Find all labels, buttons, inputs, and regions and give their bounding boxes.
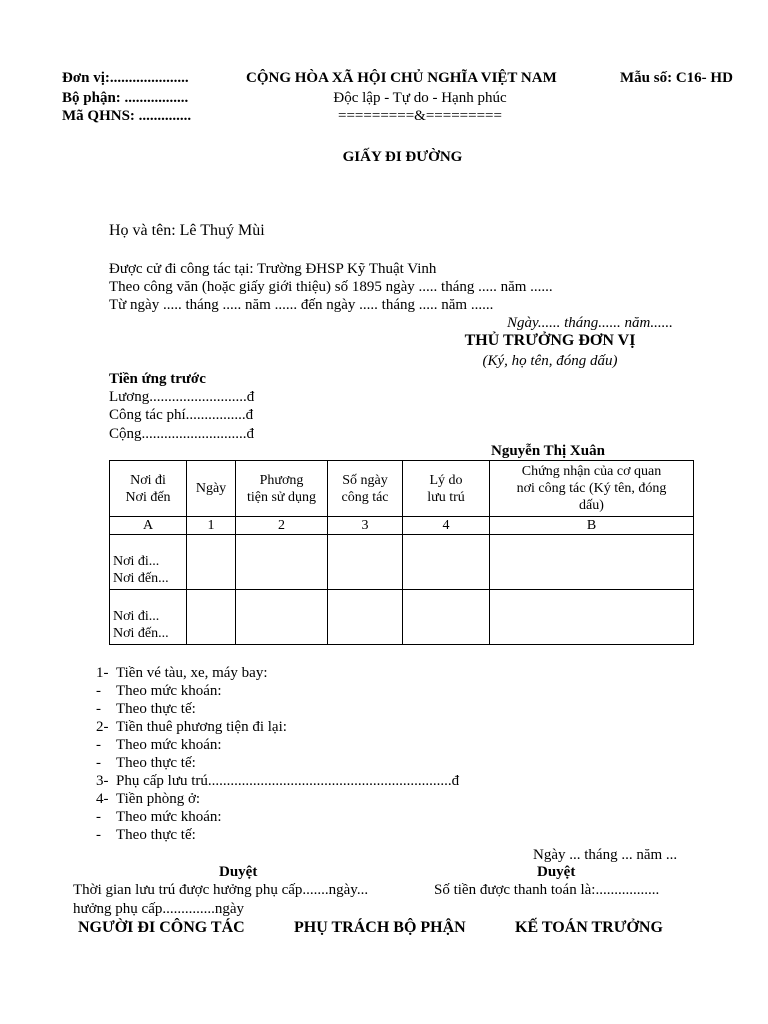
head-sign-title: THỦ TRƯỞNG ĐƠN VỊ xyxy=(464,332,636,349)
reason-cell[interactable] xyxy=(403,535,490,590)
cost-item xyxy=(96,790,459,808)
approved-right: Duyệt xyxy=(537,864,576,880)
cost-text: Tiền vé tàu, xe, máy bay: xyxy=(116,665,268,681)
cost-text: Theo thực tế: xyxy=(116,701,196,717)
cost-marker: - xyxy=(96,737,101,753)
period-line: Từ ngày ..... tháng ..... năm ...... đến ngày ..... tháng ..... năm ...... xyxy=(109,297,494,313)
stay-time-line: Thời gian lưu trú được hưởng phụ cấp.......ngày... xyxy=(73,882,369,898)
name-line: Họ và tên: Lê Thuý Mùi xyxy=(109,222,265,239)
code-cell: 1 xyxy=(187,517,236,535)
cost-marker: 1- xyxy=(96,665,109,681)
advance-total: Cộng............................đ xyxy=(109,426,255,442)
transport-cell[interactable] xyxy=(236,590,328,645)
sign-accountant: KẾ TOÁN TRƯỞNG xyxy=(515,919,663,936)
header-cell-reason: Lý do lưu trú xyxy=(403,461,490,517)
cost-item xyxy=(96,826,459,844)
advance-salary: Lương..........................đ xyxy=(109,389,255,405)
advance-fee: Công tác phí................đ xyxy=(109,407,254,423)
stay-days-line: hưởng phụ cấp..............ngày xyxy=(73,901,245,917)
department-label: Bộ phận: ................. xyxy=(62,90,189,106)
certification-cell[interactable] xyxy=(490,535,694,590)
table-row xyxy=(110,535,694,590)
cost-text: Theo thực tế: xyxy=(116,755,196,771)
sign-department: PHỤ TRÁCH BỘ PHẬN xyxy=(294,919,466,936)
date-cell[interactable] xyxy=(187,590,236,645)
cost-item xyxy=(96,736,459,754)
cost-item xyxy=(96,772,459,790)
amount-line: Số tiền được thanh toán là:................. xyxy=(434,882,660,898)
cost-text: Theo mức khoán: xyxy=(116,809,222,825)
code-cell: B xyxy=(490,517,694,535)
unit-label: Đơn vị:..................... xyxy=(62,70,189,86)
table-code-row xyxy=(110,517,694,535)
days-cell[interactable] xyxy=(328,535,403,590)
travel-table xyxy=(109,460,694,645)
places-cell xyxy=(110,590,187,645)
approved-left: Duyệt xyxy=(219,864,258,880)
from-text: Nơi đi... xyxy=(113,554,160,569)
page-title: GIẤY ĐI ĐƯỜNG xyxy=(342,149,463,165)
motto-divider: =========&========= xyxy=(338,108,502,124)
cost-marker: - xyxy=(96,683,101,699)
cost-list xyxy=(96,664,459,844)
cost-item xyxy=(96,682,459,700)
cost-item xyxy=(96,754,459,772)
country-heading: CỘNG HÒA XÃ HỘI CHỦ NGHĨA VIỆT NAM xyxy=(246,70,557,86)
days-cell[interactable] xyxy=(328,590,403,645)
date-cell[interactable] xyxy=(187,535,236,590)
header-cell-date: Ngày xyxy=(187,461,236,517)
to-text: Nơi đến... xyxy=(113,626,169,641)
cost-text: Theo thực tế: xyxy=(116,827,196,843)
code-cell: A xyxy=(110,517,187,535)
cost-item xyxy=(96,664,459,682)
head-sign-date: Ngày...... tháng...... năm...... xyxy=(507,315,673,331)
cost-text: Theo mức khoán: xyxy=(116,737,222,753)
transport-cell[interactable] xyxy=(236,535,328,590)
sent-to-line: Được cử đi công tác tại: Trường ĐHSP Kỹ Thuật Vinh xyxy=(109,261,437,277)
dispatch-line: Theo công văn (hoặc giấy giới thiệu) số 1895 ngày ..... tháng ..... năm ...... xyxy=(109,279,553,295)
header-cell-certification: Chứng nhận của cơ quan nơi công tác (Ký tên, đóng dấu) xyxy=(490,461,694,517)
motto: Độc lập - Tự do - Hạnh phúc xyxy=(333,90,507,106)
cost-marker: - xyxy=(96,827,101,843)
table-header-row xyxy=(110,461,694,517)
cost-text: Phụ cấp lưu trú.................................................................đ xyxy=(116,773,460,789)
code-cell: 4 xyxy=(403,517,490,535)
header-cell-days: Số ngày công tác xyxy=(328,461,403,517)
certification-cell[interactable] xyxy=(490,590,694,645)
cost-item xyxy=(96,718,459,736)
code-cell: 2 xyxy=(236,517,328,535)
cost-marker: - xyxy=(96,701,101,717)
cost-text: Tiền phòng ở: xyxy=(116,791,201,807)
cost-text: Tiền thuê phương tiện đi lại: xyxy=(116,719,287,735)
advance-heading: Tiền ứng trước xyxy=(109,371,206,387)
cost-marker: 2- xyxy=(96,719,109,735)
header-cell-transport: Phương tiện sử dụng xyxy=(236,461,328,517)
to-text: Nơi đến... xyxy=(113,571,169,586)
reason-cell[interactable] xyxy=(403,590,490,645)
cost-item xyxy=(96,808,459,826)
cost-marker: - xyxy=(96,755,101,771)
places-cell xyxy=(110,535,187,590)
head-sign-name: Nguyễn Thị Xuân xyxy=(491,443,605,459)
cost-marker: 4- xyxy=(96,791,109,807)
budget-code-label: Mã QHNS: .............. xyxy=(62,108,192,124)
code-cell: 3 xyxy=(328,517,403,535)
cost-text: Theo mức khoán: xyxy=(116,683,222,699)
header-cell-places: Nơi đi Nơi đến xyxy=(110,461,187,517)
sign-traveler: NGƯỜI ĐI CÔNG TÁC xyxy=(78,919,245,936)
cost-marker: - xyxy=(96,809,101,825)
cost-item xyxy=(96,700,459,718)
footer-date: Ngày ... tháng ... năm ... xyxy=(533,847,678,863)
cost-marker: 3- xyxy=(96,773,109,789)
form-number: Mẫu số: C16- HD xyxy=(620,70,733,86)
table-row xyxy=(110,590,694,645)
head-sign-note: (Ký, họ tên, đóng dấu) xyxy=(482,353,618,369)
from-text: Nơi đi... xyxy=(113,609,160,624)
